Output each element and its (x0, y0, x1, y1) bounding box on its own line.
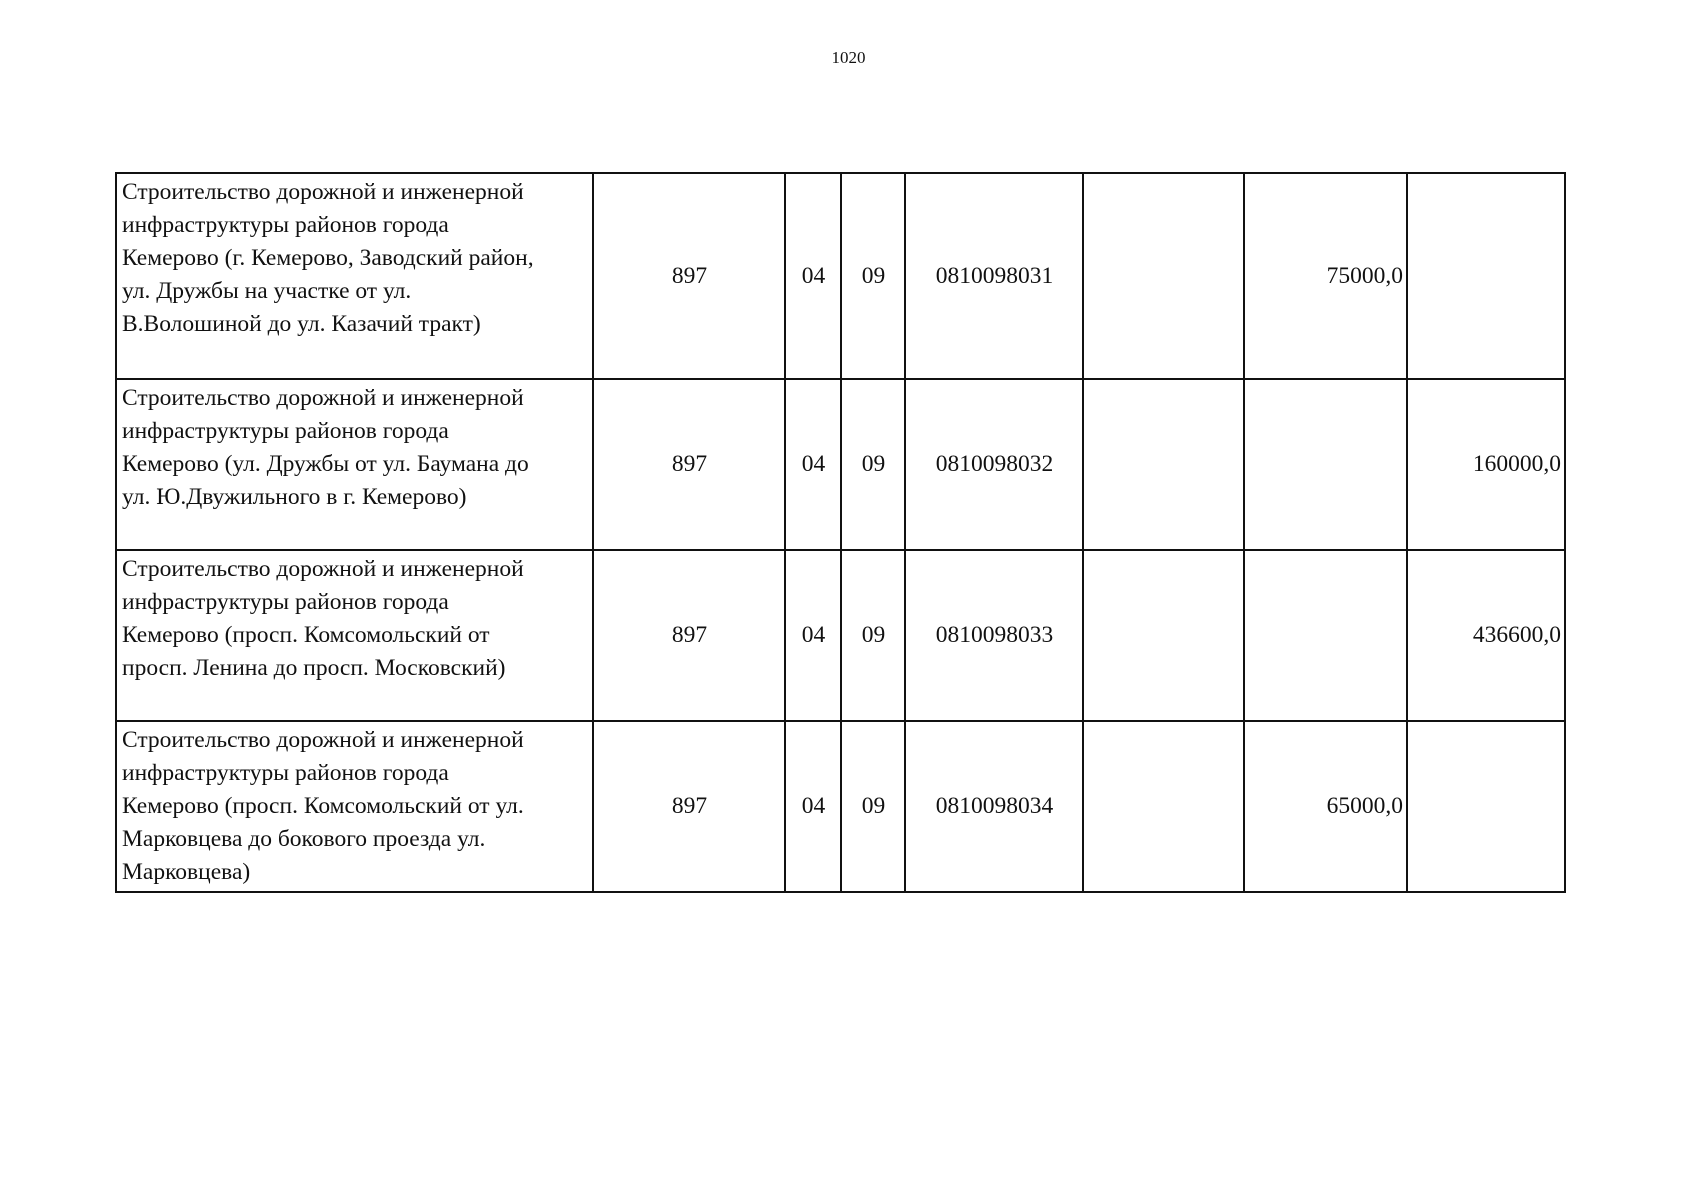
description-line: инфраструктуры районов города (122, 589, 449, 615)
target-article-cell: 0810098031 (905, 173, 1083, 379)
amount-2-cell (1407, 721, 1565, 892)
expense-type-cell (1083, 550, 1244, 721)
section-cell: 04 (785, 721, 841, 892)
target-article-cell: 0810098034 (905, 721, 1083, 892)
amount-2-cell (1407, 173, 1565, 379)
amount-2-cell: 436600,0 (1407, 550, 1565, 721)
amount-1-cell: 75000,0 (1244, 173, 1407, 379)
table-row (116, 721, 1565, 892)
table-row (116, 173, 1565, 379)
description-line: инфраструктуры районов города (122, 418, 449, 444)
amount-1-cell (1244, 379, 1407, 550)
page-number: 1020 (831, 48, 866, 67)
section-cell: 04 (785, 173, 841, 379)
description-line: Строительство дорожной и инженерной (122, 179, 524, 205)
expense-type-cell (1083, 379, 1244, 550)
description-line: инфраструктуры районов города (122, 212, 449, 238)
description-line: просп. Ленина до просп. Московский) (122, 655, 506, 681)
amount-1-cell: 65000,0 (1244, 721, 1407, 892)
budget-table (115, 172, 1566, 893)
ministry-code-cell: 897 (593, 379, 785, 550)
target-article-cell: 0810098033 (905, 550, 1083, 721)
description-line: Марковцева) (122, 859, 251, 885)
description-line: Строительство дорожной и инженерной (122, 385, 524, 411)
description-cell (116, 173, 593, 379)
description-line: В.Волошиной до ул. Казачий тракт) (122, 311, 481, 337)
description-cell (116, 550, 593, 721)
description-line: Строительство дорожной и инженерной (122, 727, 524, 753)
target-article-cell: 0810098032 (905, 379, 1083, 550)
ministry-code-cell: 897 (593, 173, 785, 379)
expense-type-cell (1083, 173, 1244, 379)
description-cell (116, 379, 593, 550)
description-line: Кемерово (просп. Комсомольский от (122, 622, 490, 648)
expense-type-cell (1083, 721, 1244, 892)
table-row (116, 550, 1565, 721)
subsection-cell: 09 (841, 721, 905, 892)
section-cell: 04 (785, 379, 841, 550)
ministry-code-cell: 897 (593, 550, 785, 721)
subsection-cell: 09 (841, 550, 905, 721)
description-line: ул. Ю.Двужильного в г. Кемерово) (122, 484, 467, 510)
description-line: Кемерово (г. Кемерово, Заводский район, (122, 245, 534, 271)
subsection-cell: 09 (841, 173, 905, 379)
description-cell (116, 721, 593, 892)
description-line: Кемерово (просп. Комсомольский от ул. (122, 793, 524, 819)
description-line: ул. Дружбы на участке от ул. (122, 278, 412, 304)
section-cell: 04 (785, 550, 841, 721)
ministry-code-cell: 897 (593, 721, 785, 892)
description-line: инфраструктуры районов города (122, 760, 449, 786)
description-line: Кемерово (ул. Дружбы от ул. Баумана до (122, 451, 529, 477)
amount-2-cell: 160000,0 (1407, 379, 1565, 550)
subsection-cell: 09 (841, 379, 905, 550)
amount-1-cell (1244, 550, 1407, 721)
description-line: Марковцева до бокового проезда ул. (122, 826, 486, 852)
description-line: Строительство дорожной и инженерной (122, 556, 524, 582)
table-row (116, 379, 1565, 550)
